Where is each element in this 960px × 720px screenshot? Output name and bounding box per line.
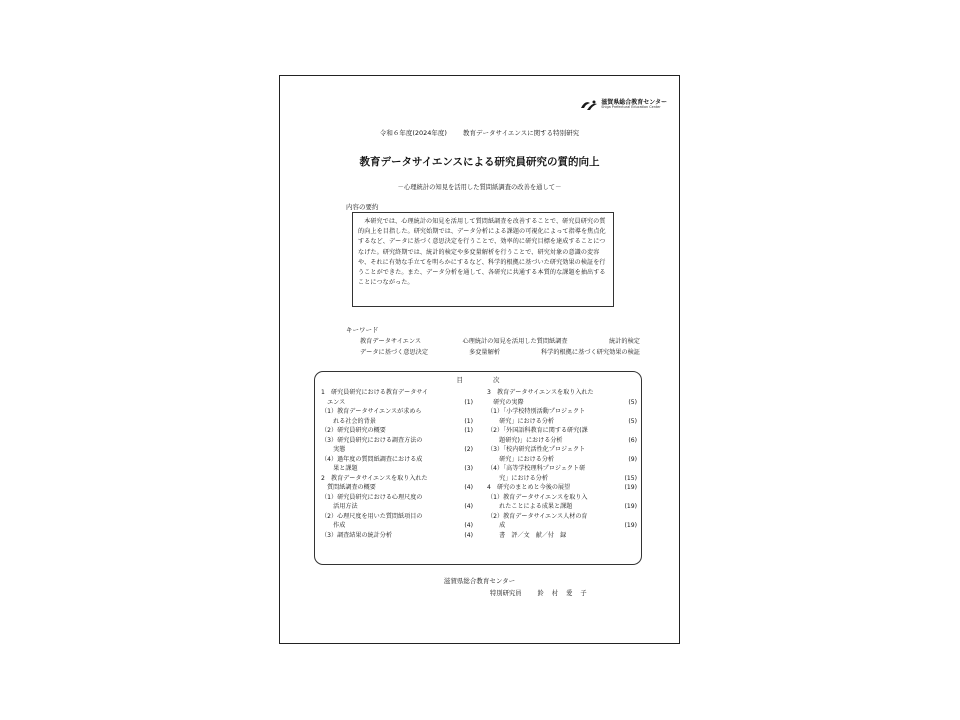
toc-entry xyxy=(487,398,637,408)
toc-entry-text: 果と課題 xyxy=(321,465,358,472)
toc-entry-text: （2）「外国語科教育に関する研究(課 xyxy=(487,427,588,434)
toc-entry-text: （2）教育データサイエンス人材の育 xyxy=(487,512,588,520)
summary-heading: 内容の要約 xyxy=(346,203,379,211)
toc-entry-text: 研究」における分析 xyxy=(487,417,555,425)
toc-entry-text: れたことによる成果と課題 xyxy=(487,503,573,510)
toc-entry xyxy=(321,445,473,455)
document-title: 教育データサイエンスによる研究員研究の質的向上 xyxy=(359,156,600,168)
keyword: 心理統計の知見を活用した質問紙調査 xyxy=(462,338,568,345)
toc-entry-page: (1) xyxy=(464,398,473,406)
toc-entry xyxy=(321,426,473,436)
toc-entry-text: 書 評／文 献／付 録 xyxy=(487,531,567,539)
toc-entry xyxy=(487,445,637,455)
toc-entry xyxy=(487,426,637,436)
document-subtitle: －心理統計の知見を活用した質問紙調査の改善を通して－ xyxy=(397,184,562,191)
toc-entry xyxy=(321,493,473,503)
toc-entry xyxy=(487,493,637,503)
toc-entry-text: れる社会的背景 xyxy=(321,417,376,425)
toc-entry-text: （4）「高等学校理科プロジェクト研 xyxy=(487,465,586,472)
toc-entry xyxy=(321,417,473,427)
keyword: 教育データサイエンス xyxy=(360,338,422,345)
toc-entry-text: （3）調査結果の統計分析 xyxy=(321,531,392,539)
keyword: 統計的検定 xyxy=(609,338,640,345)
toc-entry-text: 研究の実際 xyxy=(487,398,524,406)
toc-entry xyxy=(487,474,637,484)
toc-entry-text: 成 xyxy=(487,522,506,529)
toc-entry-text: 究」における分析 xyxy=(487,474,548,482)
toc-entry-text: 研究」における分析 xyxy=(487,455,555,463)
toc-entry-text: （4）過年度の質問紙調査における成 xyxy=(321,455,423,463)
toc-entry-text: （3）「校内研究活性化プロジェクト xyxy=(487,446,586,453)
toc-entry xyxy=(487,417,637,427)
toc-entry-text: 実態 xyxy=(321,446,346,453)
logo-subtitle: Shiga Prefectural Education Center xyxy=(601,105,661,110)
researcher-line xyxy=(490,588,590,597)
toc-entry xyxy=(321,455,473,465)
toc-entry xyxy=(487,531,637,541)
toc-entry-text: エンス xyxy=(321,398,346,406)
toc-entry-page: (19) xyxy=(624,522,637,529)
keywords-row-1 xyxy=(360,336,640,345)
toc-entry-text: （1）教育データサイエンスが求めら xyxy=(321,408,422,415)
toc-entry-text: （1）研究員研究における心理尺度の xyxy=(321,493,423,501)
toc-entry-text: 作成 xyxy=(321,522,346,529)
toc-entry-page: (2) xyxy=(464,446,473,453)
summary-text: 本研究では、心理統計の知見を活用して質問紙調査を改善することで、研究員研究の質的向上を目指した。研究始期では、データ分析による課題の可視化によって指導を焦点化するなど、データに基づく意思決定を行うことで、効率的に研究目標を達成することにつなげた。研究終期では、統計的検定や多変量解析を行うことで、研究対象の意識の変容や、それに有効な手立てを明らかにするなど、科学的根拠に基づいた研究効果の検証を行うことができた。また、データ分析を通して、各研究に共通する本質的な課題を抽出することにつながった。 xyxy=(358,218,606,287)
toc-entry-text: 1 研究員研究における教育データサイ xyxy=(321,389,429,396)
keywords-row-2 xyxy=(360,347,640,356)
toc-entry-page: (6) xyxy=(628,436,637,444)
organization-name: 滋賀県総合教育センター xyxy=(443,577,516,585)
toc-entry xyxy=(321,531,473,541)
researcher-name: 鈴 村 愛 子 xyxy=(537,590,590,597)
toc-entry xyxy=(321,512,473,522)
logo-mark-icon xyxy=(580,99,598,111)
toc-entry xyxy=(321,502,473,512)
report-header xyxy=(280,128,679,137)
toc-entry-text: 3 教育データサイエンスを取り入れた xyxy=(487,389,594,396)
toc-entry-page: (1) xyxy=(464,417,473,425)
logo-name: 滋賀県総合教育センター xyxy=(601,99,667,107)
keyword: データに基づく意思決定 xyxy=(360,349,429,356)
toc-entry-page: (3) xyxy=(464,465,473,472)
toc-entry-page: (4) xyxy=(464,522,473,529)
toc-entry xyxy=(487,521,637,531)
toc-entry-page: (19) xyxy=(624,484,637,491)
toc-entry xyxy=(487,512,637,522)
toc-entry xyxy=(321,388,473,398)
toc-entry-page: (15) xyxy=(624,474,637,482)
toc-entry xyxy=(321,521,473,531)
toc-entry-text: （1）教育データサイエンスを取り入 xyxy=(487,493,588,501)
toc-entry xyxy=(321,464,473,474)
toc-entry xyxy=(487,483,637,493)
toc-entry-page: (4) xyxy=(464,484,473,491)
toc-entry xyxy=(487,455,637,465)
toc-entry xyxy=(487,502,637,512)
toc-entry xyxy=(321,436,473,446)
toc-entry xyxy=(487,407,637,417)
summary-box xyxy=(352,212,614,307)
toc-entry-text: 題研究)」における分析 xyxy=(487,436,563,444)
toc-entry-text: 4 研究のまとめと今後の展望 xyxy=(487,484,571,491)
researcher-role: 特別研究員 xyxy=(490,590,522,597)
keywords-heading: キーワード xyxy=(346,326,379,334)
toc-entry xyxy=(487,436,637,446)
toc-entry xyxy=(487,388,637,398)
toc-entry-text: （3）研究員研究における調査方法の xyxy=(321,436,423,444)
toc-entry-text: （2）研究員研究の概要 xyxy=(321,427,386,434)
toc-entry-page: (4) xyxy=(464,503,473,510)
toc-entry-page: (4) xyxy=(464,531,473,539)
toc-entry xyxy=(321,483,473,493)
toc-entry xyxy=(487,464,637,474)
toc-entry-text: 活用方法 xyxy=(321,503,358,510)
toc-title: 目次 xyxy=(456,376,530,384)
toc-entry-text: 2 教育データサイエンスを取り入れた xyxy=(321,474,428,482)
toc-entry xyxy=(321,407,473,417)
toc-entry-page: (5) xyxy=(628,398,637,406)
toc-entry-page: (19) xyxy=(624,503,637,510)
toc-entry-text: 質問紙調査の概要 xyxy=(321,484,376,491)
toc-entry-page: (5) xyxy=(628,417,637,425)
keyword: 多変量解析 xyxy=(469,349,500,356)
toc-entry-text: （2）心理尺度を用いた質問紙項目の xyxy=(321,512,423,520)
table-of-contents xyxy=(314,371,642,565)
toc-right-column xyxy=(487,388,637,540)
toc-entry xyxy=(321,398,473,408)
center-logo xyxy=(580,98,667,112)
toc-entry-text: （1）「小学校特別活動プロジェクト xyxy=(487,408,586,415)
keyword: 科学的根拠に基づく研究効果の検証 xyxy=(541,349,640,356)
toc-entry xyxy=(321,474,473,484)
toc-entry-page: (9) xyxy=(628,455,637,463)
report-category: 教育データサイエンスに関する特別研究 xyxy=(463,129,580,137)
document-page xyxy=(279,75,680,644)
report-year: 令和６年度(2024年度) xyxy=(379,129,447,137)
toc-entry-page: (1) xyxy=(464,427,473,434)
toc-left-column xyxy=(321,388,473,540)
